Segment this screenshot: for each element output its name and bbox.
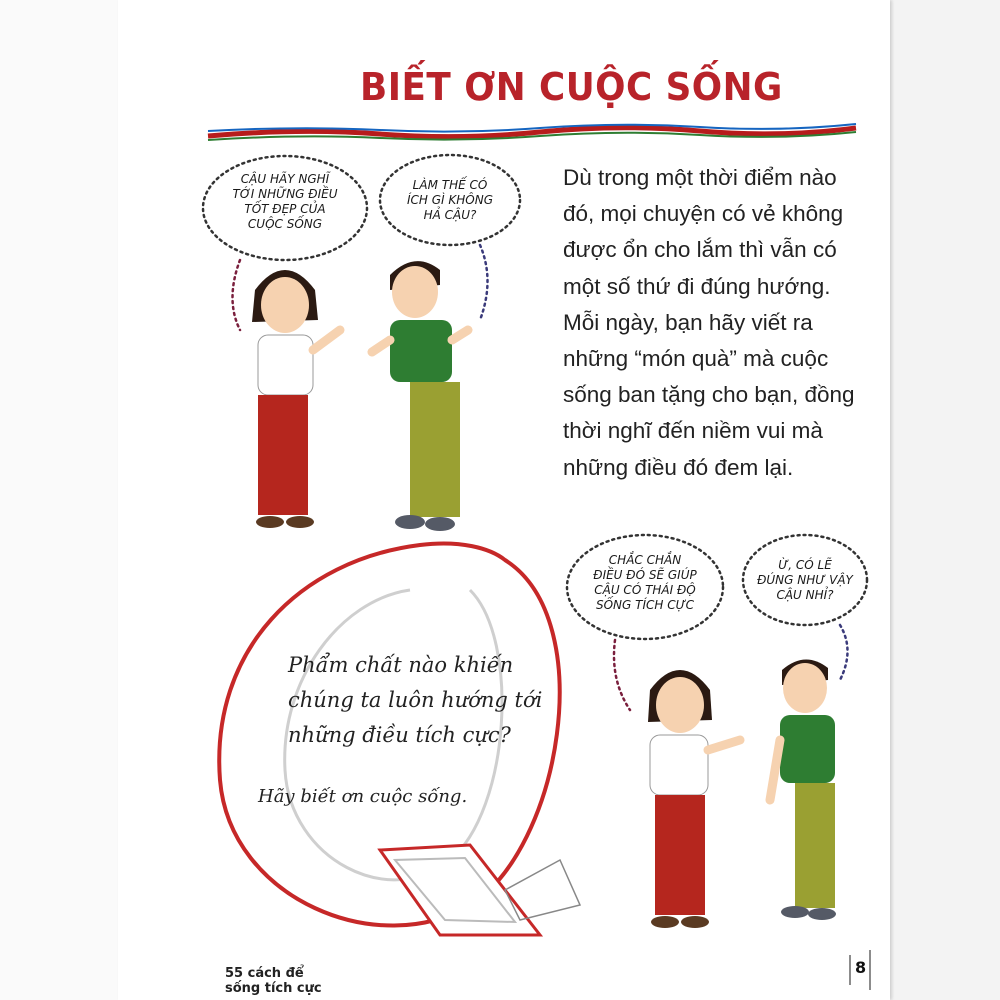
bubble-line: LÀM THẾ CÓ <box>412 178 488 192</box>
bubble-line: CẬU HÃY NGHĨ <box>240 172 330 186</box>
book-footer <box>225 966 322 996</box>
question-text <box>288 648 542 753</box>
bubble-line: CẬU CÓ THÁI ĐỘ <box>594 583 696 597</box>
bubble-line: Ừ, CÓ LẼ <box>778 558 832 572</box>
bubble-line: HẢ CẬU? <box>423 208 477 222</box>
body-line: những “món quà” mà cuộc <box>563 346 829 372</box>
body-line: Mỗi ngày, bạn hãy viết ra <box>563 309 813 335</box>
speech-bubble-girl-top <box>212 172 358 232</box>
bubble-line: TỚI NHỮNG ĐIỀU <box>232 187 338 201</box>
girl-figure-top <box>252 270 340 528</box>
footer-line: sống tích cực <box>225 981 322 996</box>
page-number: 8 <box>855 958 867 977</box>
body-line: được ổn cho lắm thì vẫn có <box>563 237 837 263</box>
footer-line: 55 cách để <box>225 966 304 981</box>
answer-text: Hãy biết ơn cuộc sống. <box>258 786 468 807</box>
question-line: chúng ta luôn hướng tới <box>288 688 543 712</box>
speech-bubble-girl-bottom <box>578 553 712 613</box>
speech-bubble-boy-bottom <box>752 558 858 603</box>
girl-figure-bottom <box>648 670 740 928</box>
boy-figure-top <box>372 261 468 531</box>
page-title: BIẾT ƠN CUỘC SỐNG <box>360 65 783 109</box>
speech-bubble-boy-top <box>390 178 510 223</box>
bubble-line: TỐT ĐẸP CỦA <box>244 202 326 216</box>
bubble-line: ĐÚNG NHƯ VẬY <box>757 573 853 587</box>
question-line: những điều tích cực? <box>288 723 511 747</box>
bubble-line: ĐIỀU ĐÓ SẼ GIÚP <box>593 568 697 582</box>
body-line: một số thứ đi đúng hướng. <box>563 273 831 299</box>
body-line: thời nghĩ đến niềm vui mà <box>563 418 823 444</box>
body-line: sống ban tặng cho bạn, đồng <box>563 382 855 408</box>
boy-figure-bottom <box>770 659 836 920</box>
bubble-line: CUỘC SỐNG <box>247 217 323 231</box>
bubble-line: CHẮC CHẮN <box>608 553 682 567</box>
bubble-line: ÍCH GÌ KHÔNG <box>406 193 494 207</box>
bubble-line: SỐNG TÍCH CỰC <box>595 598 695 612</box>
bubble-line: CẬU NHỈ? <box>776 588 834 602</box>
body-line: Dù trong một thời điểm nào <box>563 165 837 190</box>
body-line: những điều đó đem lại. <box>563 454 794 480</box>
question-line: Phẩm chất nào khiến <box>288 653 514 677</box>
body-line: đó, mọi chuyện có vẻ không <box>563 201 844 227</box>
title-stripe <box>208 124 856 140</box>
body-paragraph <box>563 160 863 486</box>
